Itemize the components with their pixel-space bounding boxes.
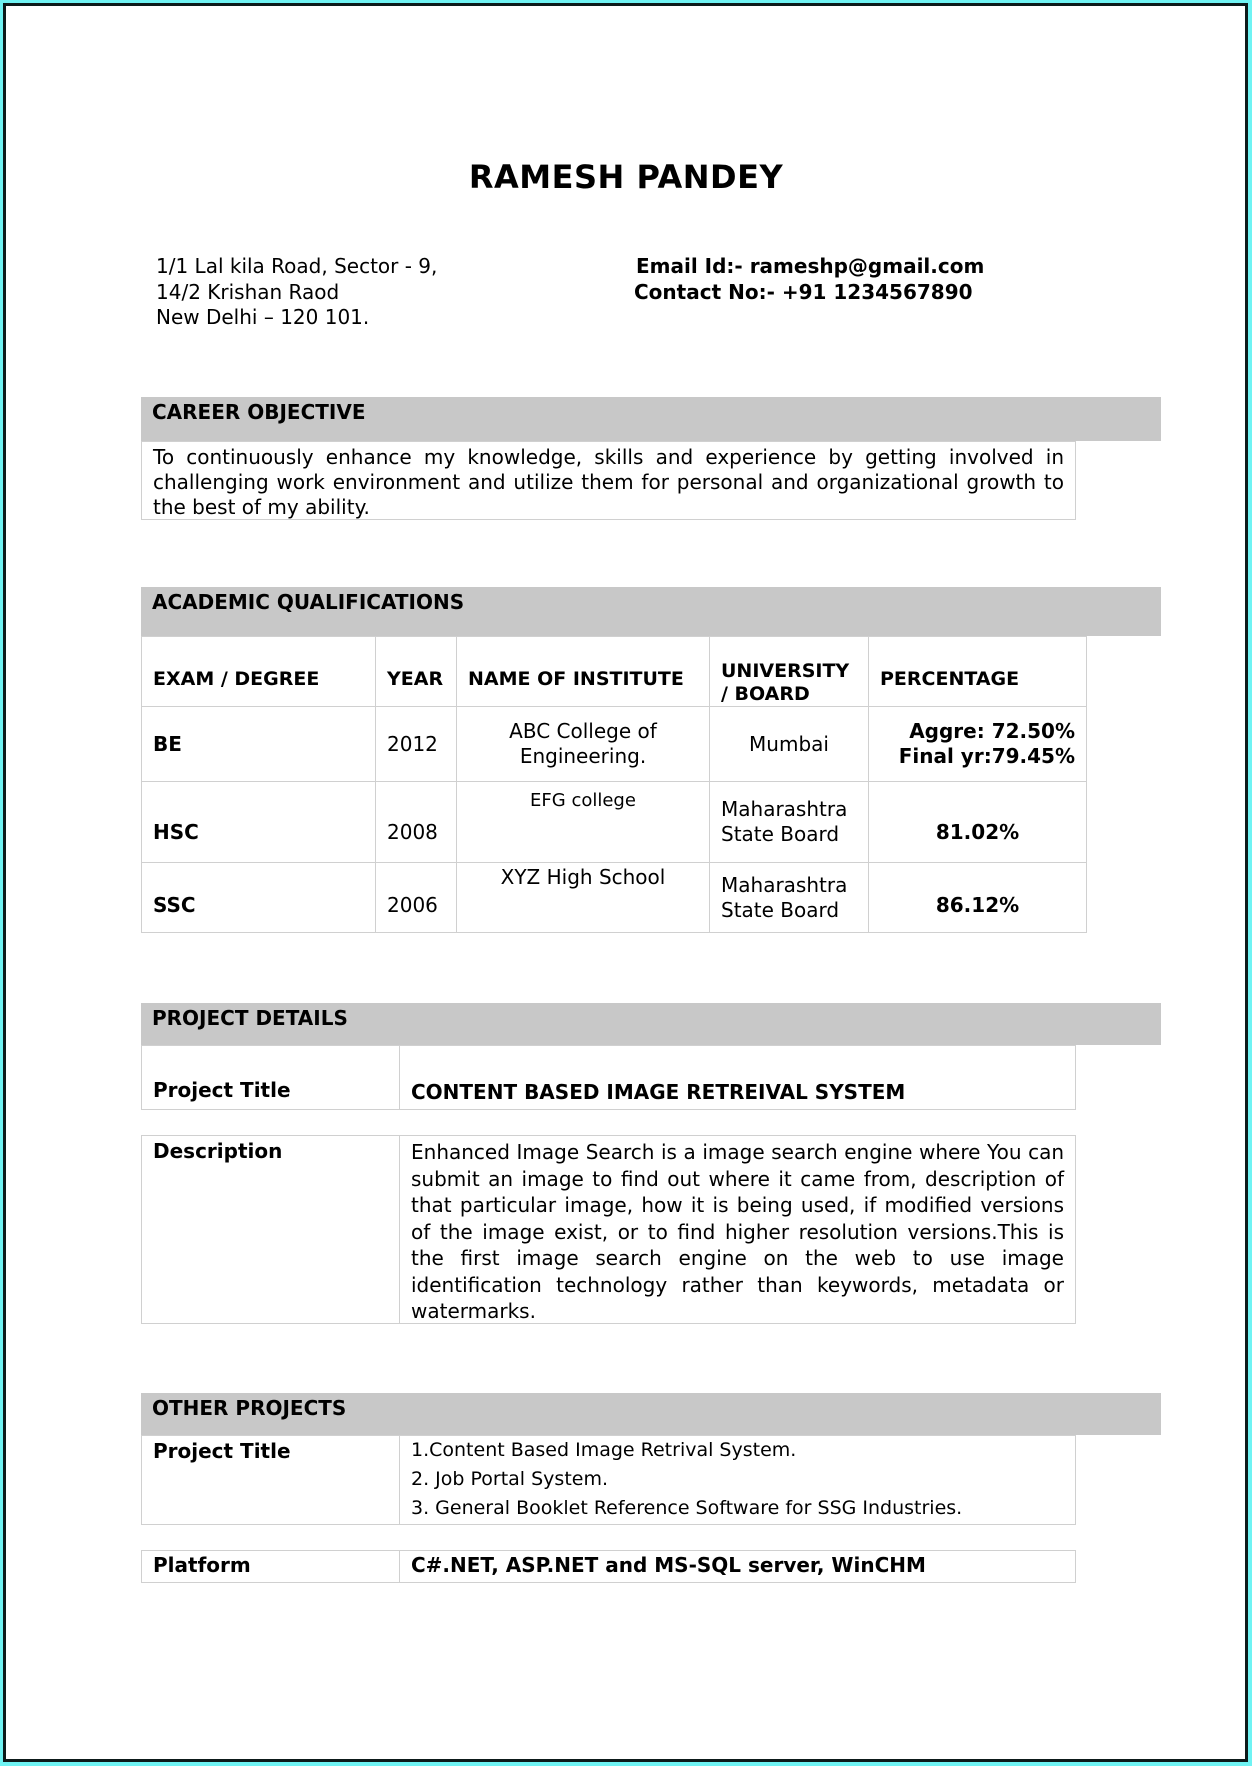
section-header-project-details: PROJECT DETAILS (141, 1003, 1161, 1045)
contact-block (636, 254, 984, 305)
table-row (142, 782, 1087, 863)
platform-row (141, 1550, 1076, 1583)
year-cell: 2012 (376, 707, 457, 782)
institute-cell: XYZ High School (457, 863, 710, 933)
exam-cell: SSC (142, 863, 376, 933)
percentage-cell (869, 707, 1087, 782)
description-value: Enhanced Image Search is a image search engine where You can submit an image to find out where it came from, description of that particular image, how it is being used, if modified versions of the image exist, or to find higher resolution versions.This is the first image search engine on the web to use image identification technology rather than keywords, metadata or watermarks. (411, 1140, 1064, 1323)
institute-cell: ABC College of Engineering. (457, 707, 710, 782)
academic-table (141, 636, 1087, 933)
career-objective-text: To continuously enhance my knowledge, skills and experience by getting involved in challenging work environment and utilize them for personal and organizational growth to the best of my ability. (141, 441, 1076, 520)
board-cell: Mumbai (710, 707, 869, 782)
address-line: New Delhi – 120 101. (156, 305, 370, 329)
candidate-name: RAMESH PANDEY (468, 158, 784, 196)
other-projects-row (141, 1435, 1076, 1525)
table-row (142, 863, 1087, 933)
percentage-cell: 86.12% (869, 863, 1087, 933)
address-line: 14/2 Krishan Raod (156, 279, 340, 304)
section-header-career-objective: CAREER OBJECTIVE (141, 397, 1161, 441)
column-header: YEAR (376, 637, 457, 707)
list-item: 1.Content Based Image Retrival System. (411, 1439, 797, 1461)
other-project-list (400, 1436, 1075, 1524)
percentage-cell: 81.02% (869, 782, 1087, 863)
section-header-academic: ACADEMIC QUALIFICATIONS (141, 587, 1161, 636)
exam-cell: HSC (142, 782, 376, 863)
column-header: PERCENTAGE (869, 637, 1087, 707)
address-line: 1/1 Lal kila Road, Sector - 9, (156, 254, 438, 278)
list-item: 2. Job Portal System. (411, 1468, 609, 1490)
percentage-aggregate: Aggre: 72.50% (909, 719, 1075, 743)
year-cell: 2008 (376, 782, 457, 863)
column-header: EXAM / DEGREE (142, 637, 376, 707)
exam-cell: BE (142, 707, 376, 782)
description-label: Description (142, 1136, 400, 1323)
project-title-label: Project Title (142, 1046, 400, 1109)
year-cell: 2006 (376, 863, 457, 933)
address-block (156, 254, 437, 331)
project-description-row (141, 1135, 1076, 1324)
email-line: Email Id:- rameshp@gmail.com (636, 254, 985, 278)
board-cell: Maharashtra State Board (710, 782, 869, 863)
percentage-final-year: Final yr:79.45% (898, 744, 1075, 768)
list-item: 3. General Booklet Reference Software for SSG Industries. (411, 1497, 963, 1519)
board-cell: Maharashtra State Board (710, 863, 869, 933)
table-row (142, 707, 1087, 782)
column-header: UNIVERSITY / BOARD (710, 637, 869, 707)
institute-cell: EFG college (457, 782, 710, 863)
column-header: NAME OF INSTITUTE (457, 637, 710, 707)
other-project-title-label: Project Title (142, 1436, 400, 1524)
project-title-value: CONTENT BASED IMAGE RETREIVAL SYSTEM (411, 1080, 906, 1104)
platform-value: C#.NET, ASP.NET and MS-SQL server, WinCHM (411, 1553, 926, 1577)
contact-number-line: Contact No:- +91 1234567890 (634, 279, 973, 304)
section-header-other-projects: OTHER PROJECTS (141, 1393, 1161, 1435)
table-header-row (142, 637, 1087, 707)
project-title-row (141, 1045, 1076, 1110)
platform-label: Platform (142, 1551, 400, 1582)
